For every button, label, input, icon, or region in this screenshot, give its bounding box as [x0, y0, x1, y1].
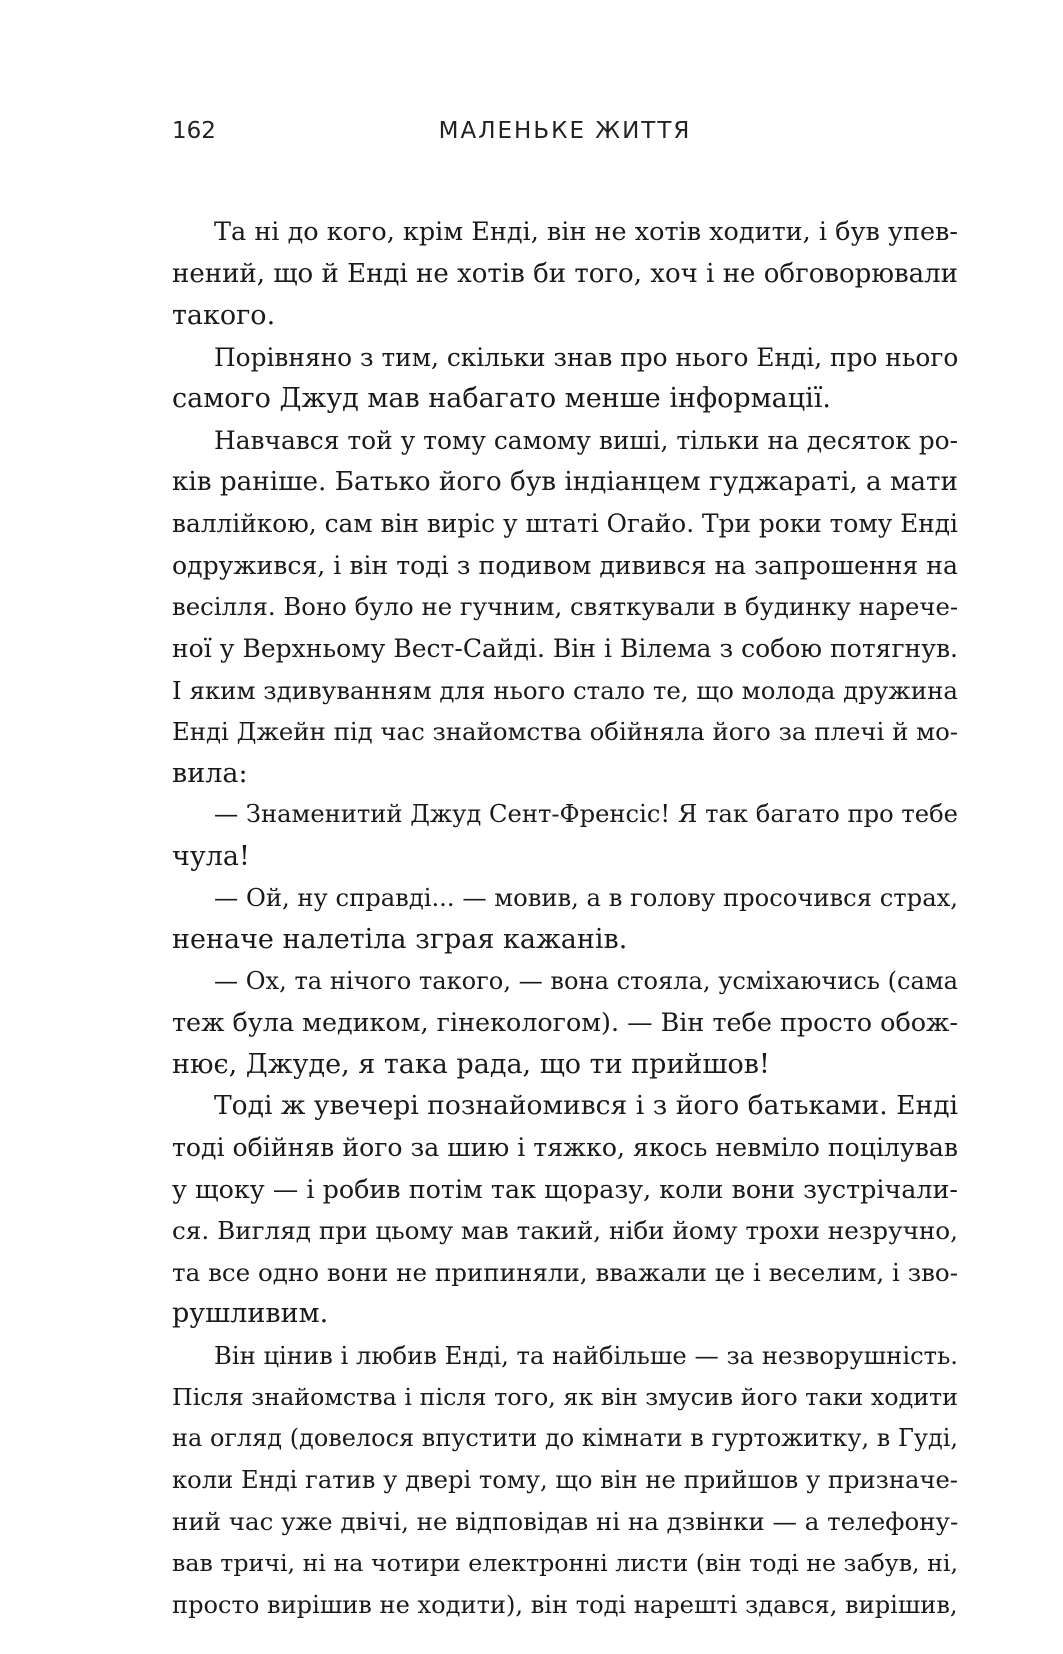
paragraph	[172, 961, 958, 1086]
text-line: у щоку — і робив потім так щоразу, коли вони зустрічали-	[172, 1173, 958, 1204]
text-line: неначе налетіла зграя кажанів.	[172, 924, 628, 956]
paragraph	[172, 878, 958, 961]
running-head	[172, 118, 958, 158]
text-line: на огляд (довелося впустити до кімнати в гуртожитку, в Гуді,	[172, 1424, 958, 1453]
text-line: весілля. Воно було не гучним, святкували в будинку нарече-	[172, 592, 959, 622]
paragraph	[172, 1085, 958, 1335]
paragraph	[172, 337, 958, 420]
body-text	[172, 212, 958, 1626]
text-line: ків раніше. Батько його був індіанцем гуджараті, а мати	[172, 466, 958, 497]
text-line: ся. Вигляд при цьому мав такий, ніби йому трохи незручно,	[172, 1216, 958, 1246]
text-line: І яким здивуванням для нього стало те, що молода дружина	[172, 675, 958, 705]
text-line: теж була медиком, гінекологом). — Він тебе просто обож-	[172, 1007, 958, 1038]
text-line: Та ні до кого, крім Енді, він не хотів ходити, і був упев-	[214, 217, 958, 247]
text-line: ної у Верхньому Вест-Сайді. Він і Вілема з собою потягнув.	[172, 633, 958, 663]
text-line: — Ой, ну справді... — мовив, а в голову просочився страх,	[214, 883, 958, 912]
text-line: — Знаменитий Джуд Сент-Френсіс! Я так багато про тебе	[214, 800, 958, 829]
text-line: ний час уже двічі, не відповідав ні на дзвінки — а телефону-	[172, 1507, 959, 1537]
text-line: Порівняно з тим, скільки знав про нього Енді, про нього	[214, 342, 959, 372]
text-line: коли Енді гатив у двері тому, що він не прийшов у призначе-	[172, 1465, 958, 1494]
text-line: одружився, і він тоді з подивом дивився на запрошення на	[172, 550, 958, 580]
paragraph	[172, 1335, 958, 1626]
text-line: тоді обійняв його за шию і тяжко, якось невміло поцілував	[172, 1133, 958, 1163]
text-line: вав тричі, ні на чотири електронні листи (він тоді не забув, ні,	[172, 1549, 958, 1577]
text-line: такого.	[172, 300, 276, 332]
text-line: просто вирішив не ходити), він тоді нарешті здався, вирішив,	[172, 1590, 958, 1619]
paragraph	[172, 420, 958, 794]
text-line: Він цінив і любив Енді, та найбільше — за незворушність.	[214, 1341, 958, 1371]
text-line: Тоді ж увечері познайомився і з його батьками. Енді	[214, 1090, 958, 1122]
text-line: та все одно вони не припиняли, вважали це і веселим, і зво-	[172, 1257, 958, 1287]
text-line: нює, Джуде, я така рада, що ти прийшов!	[172, 1048, 770, 1080]
paragraph	[172, 212, 958, 337]
text-line: чула!	[172, 840, 250, 872]
text-line: нений, що й Енді не хотів би того, хоч і не обговорювали	[172, 258, 958, 289]
text-line: Навчався той у тому самому виші, тільки на десяток ро-	[214, 425, 958, 455]
book-title: МАЛЕНЬКЕ ЖИТТЯ	[438, 118, 692, 144]
text-line: рушливим.	[172, 1298, 329, 1330]
text-line: вила:	[172, 757, 248, 789]
text-line: Після знайомства і після того, як він змусив його таки ходити	[172, 1382, 958, 1411]
page-number: 162	[172, 118, 216, 144]
text-line: Енді Джейн під час знайомства обійняла його за плечі й мо-	[172, 717, 958, 747]
text-line: самого Джуд мав набагато менше інформації.	[172, 383, 831, 415]
paragraph	[172, 794, 958, 877]
text-line: — Ох, та нічого такого, — вона стояла, усміхаючись (сама	[214, 966, 959, 995]
text-line: валлійкою, сам він виріс у штаті Огайо. Три роки тому Енді	[172, 509, 958, 539]
